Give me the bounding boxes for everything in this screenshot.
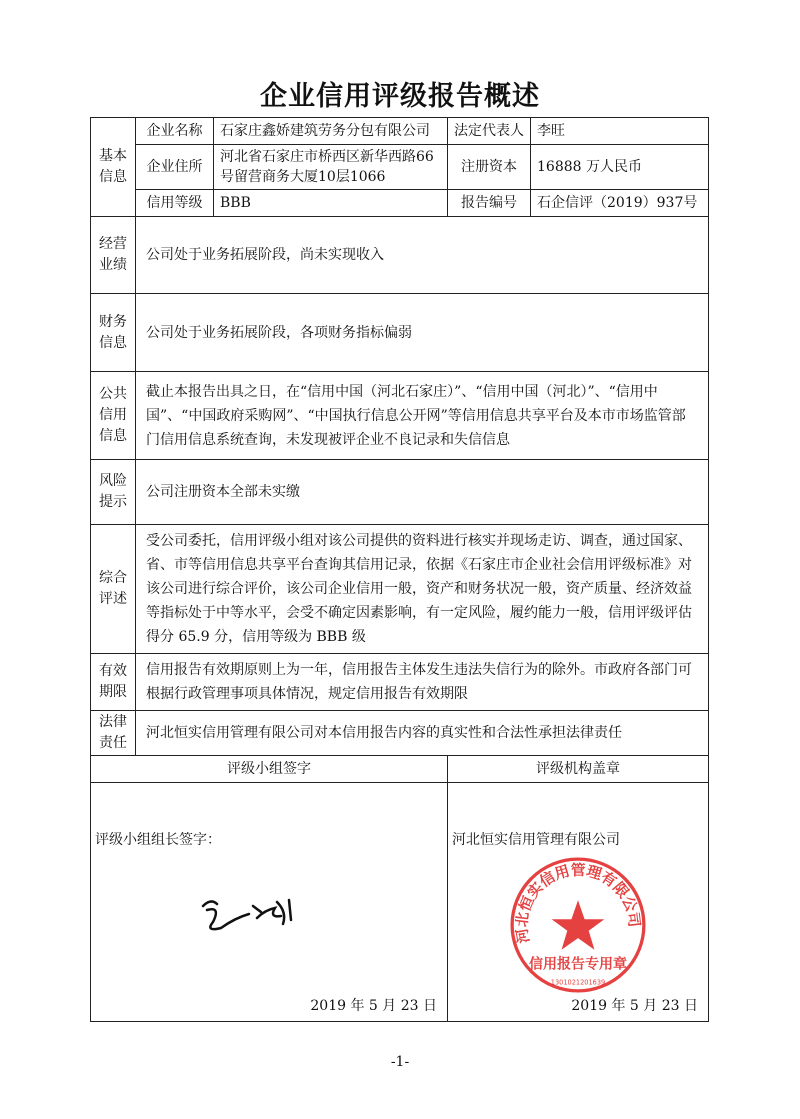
section-label: 有效期限: [91, 654, 136, 711]
section-text: 公司处于业务拓展阶段，各项财务指标偏弱: [136, 294, 709, 372]
report-number: 石企信评（2019）937号: [531, 190, 709, 217]
section-text: 截止本报告出具之日，在“信用中国（河北石家庄）”、“信用中国（河北）”、“信用中国”、“中国政府采购网”、“中国执行信息公开网”等信用信息共享平台及本市市场监管部门信用信息系统查询，未发现被评企业不良记录和失信信息: [136, 372, 709, 460]
team-signature-cell: [91, 783, 448, 1022]
address: 河北省石家庄市桥西区新华西路66号留营商务大厦10层1066: [214, 145, 448, 190]
section-label: 公共信用信息: [91, 372, 136, 460]
section-text: 公司处于业务拓展阶段，尚未实现收入: [136, 217, 709, 294]
report-summary-table: [90, 117, 709, 1022]
official-seal: [508, 855, 648, 995]
handwritten-signature: [191, 888, 301, 938]
legal-rep-label: 法定代表人: [448, 118, 531, 145]
company-name-label: 企业名称: [136, 118, 214, 145]
section-text: 受公司委托，信用评级小组对该公司提供的资料进行核实并现场走访、调查，通过国家、省、市等信用信息共享平台查询其信用记录，依据《石家庄市企业社会信用评级标准》对该公司进行综合评价，该公司企业信用一般，资产和财务状况一般，资产质量、经济效益等指标处于中等水平，会受不确定因素影响，有一定风险，履约能力一般，信用评级评估得分 65.9 分，信用等级为 BBB 级: [136, 525, 709, 654]
section-label: 财务信息: [91, 294, 136, 372]
capital-label: 注册资本: [448, 145, 531, 190]
agency-name: 河北恒实信用管理有限公司: [452, 832, 620, 848]
page-title: 企业信用评级报告概述: [260, 81, 540, 112]
company-name: 石家庄鑫娇建筑劳务分包有限公司: [214, 118, 448, 145]
section-text: 信用报告有效期原则上为一年，信用报告主体发生违法失信行为的除外。市政府各部门可根据行政管理事项具体情况，规定信用报告有效期限: [136, 654, 709, 711]
leader-signature-label: 评级小组组长签字：: [95, 832, 221, 848]
section-label: 风险提示: [91, 460, 136, 525]
credit-grade: BBB: [214, 190, 448, 217]
seal-center-text: 信用报告专用章: [529, 956, 627, 973]
registered-capital: 16888 万人民币: [531, 145, 709, 190]
page-number: -1-: [390, 1054, 410, 1070]
agency-seal-cell: [448, 783, 709, 1022]
section-text: 公司注册资本全部未实缴: [136, 460, 709, 525]
seal-number: 1301021201639: [550, 978, 606, 987]
team-signature-header: 评级小组签字: [91, 756, 448, 783]
agency-seal-date: 2019 年 5 月 23 日: [571, 998, 698, 1014]
section-label: 法律责任: [91, 711, 136, 756]
section-label: 经营业绩: [91, 217, 136, 294]
report-number-label: 报告编号: [448, 190, 531, 217]
team-sign-date: 2019 年 5 月 23 日: [310, 998, 437, 1014]
credit-grade-label: 信用等级: [136, 190, 214, 217]
section-text: 河北恒实信用管理有限公司对本信用报告内容的真实性和合法性承担法律责任: [136, 711, 709, 756]
section-basic-info: 基本信息: [91, 118, 136, 217]
legal-rep: 李旺: [531, 118, 709, 145]
agency-seal-header: 评级机构盖章: [448, 756, 709, 783]
address-label: 企业住所: [136, 145, 214, 190]
seal-ring-text: 河北恒实信用管理有限公司: [513, 862, 643, 945]
section-label: 综合评述: [91, 525, 136, 654]
